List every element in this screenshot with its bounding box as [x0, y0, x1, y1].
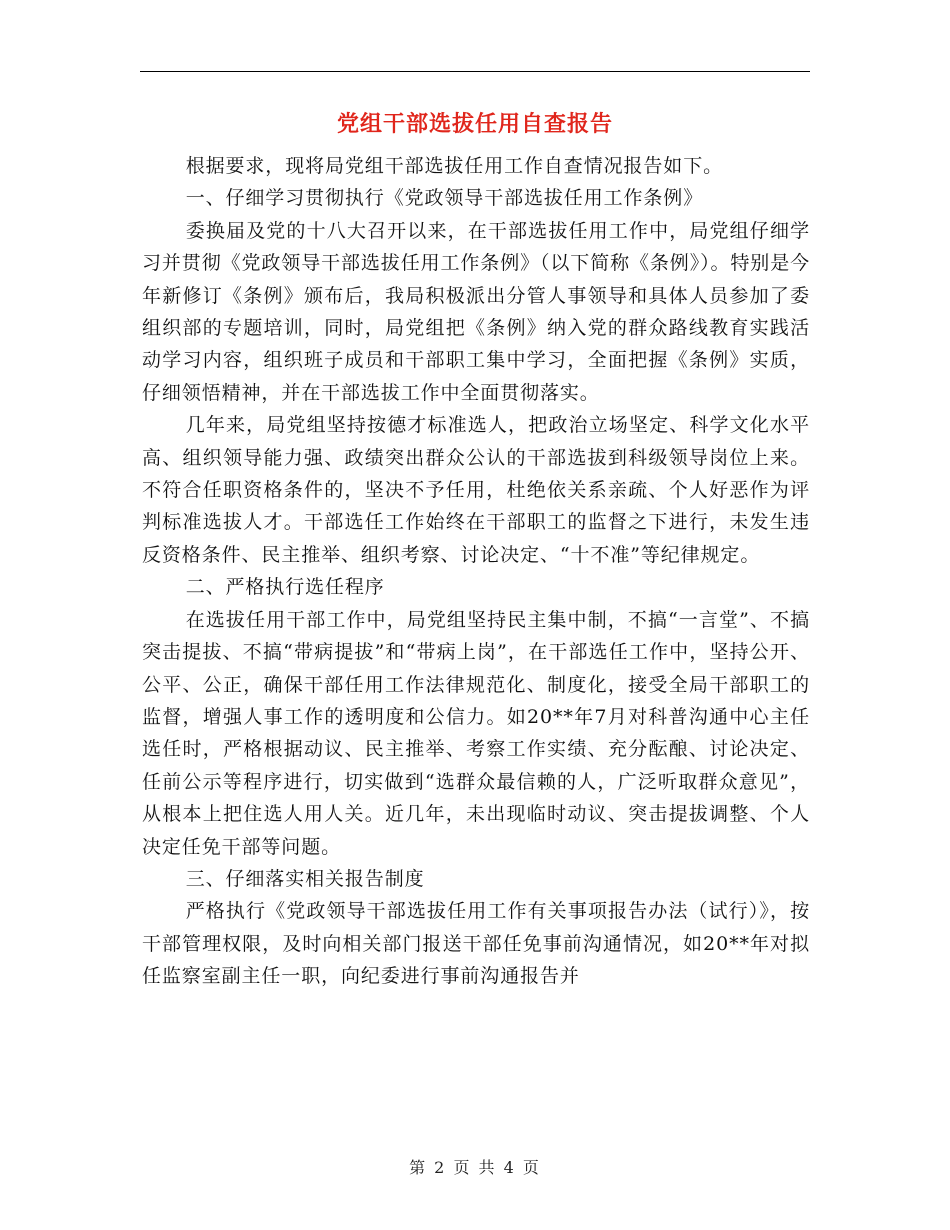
- paragraph-standards: 几年来，局党组坚持按德才标准选人，把政治立场坚定、科学文化水平高、组织领导能力强、政绩突出群众公认的干部选拔到科级领导岗位上来。不符合任职资格条件的，坚决不予任用，杜绝依关系亲疏、个人好恶作为评判标准选拔人才。干部选任工作始终在干部职工的监督之下进行，未发生违反资格条件、民主推举、组织考察、讨论决定、“十不准”等纪律规定。: [142, 414, 810, 566]
- section-heading-1: 一、仔细学习贯彻执行《党政领导干部选拔任用工作条例》: [185, 187, 704, 210]
- document-body: [142, 150, 810, 993]
- paragraph-intro: 根据要求，现将局党组干部选拔任用工作自查情况报告如下。: [185, 155, 723, 177]
- header-rule: [140, 71, 810, 72]
- paragraph-procedure: 在选拔任用干部工作中，局党组坚持民主集中制，不搞“一言堂”、不搞突击提拔、不搞“带病提拔”和“带病上岗”，在干部选任工作中，坚持公开、公平、公正，确保干部任用工作法律规范化、制度化，接受全局干部职工的监督，增强人事工作的透明度和公信力。如20**年7月对科普沟通中心主任选任时，严格根据动议、民主推举、考察工作实绩、充分酝酿、讨论决定、任前公示等程序进行，切实做到“选群众最信赖的人，广泛听取群众意见”，从根本上把住选人用人关。近几年，未出现临时动议、突击提拔调整、个人决定任免干部等问题。: [142, 608, 810, 858]
- document-title: 党组干部选拔任用自查报告: [336, 111, 613, 137]
- paragraph-study: 委换届及党的十八大召开以来，在干部选拔任用工作中，局党组仔细学习并贯彻《党政领导干部选拔任用工作条例》（以下简称《条例》）。特别是今年新修订《条例》颁布后，我局积极派出分管人事领导和具体人员参加了委组织部的专题培训，同时，局党组把《条例》纳入党的群众路线教育实践活动学习内容，组织班子成员和干部职工集中学习，全面把握《条例》实质，仔细领悟精神，并在干部选拔工作中全面贯彻落实。: [142, 219, 811, 404]
- page-number: 第 2 页 共 4 页: [409, 1158, 541, 1177]
- section-heading-2: 二、严格执行选任程序: [185, 576, 385, 599]
- section-heading-3: 三、仔细落实相关报告制度: [185, 867, 425, 890]
- paragraph-reporting: 严格执行《党政领导干部选拔任用工作有关事项报告办法（试行）》，按干部管理权限，及时向相关部门报送干部任免事前沟通情况，如20**年对拟任监察室副主任一职，向纪委进行事前沟通报告并: [142, 900, 810, 988]
